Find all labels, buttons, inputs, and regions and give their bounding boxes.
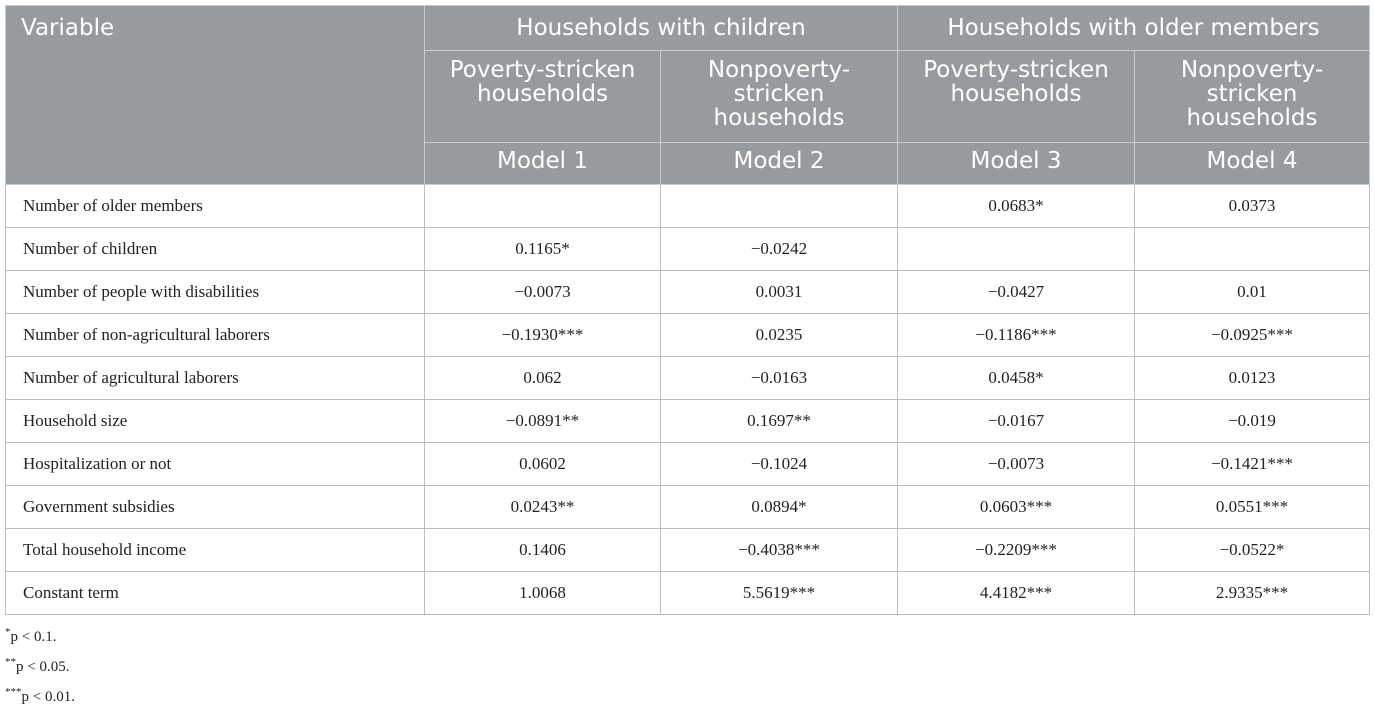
model-header-1: Model 1 xyxy=(425,143,661,185)
row-label: Total household income xyxy=(6,529,425,572)
cell-model-4: −0.019 xyxy=(1135,400,1370,443)
footnote-text: p < 0.1. xyxy=(10,629,57,645)
table-row xyxy=(6,228,1370,271)
regression-table xyxy=(5,5,1370,615)
row-label: Number of older members xyxy=(6,185,425,228)
cell-model-1: 1.0068 xyxy=(425,572,661,615)
variable-header: Variable xyxy=(6,6,425,185)
row-label: Number of people with disabilities xyxy=(6,271,425,314)
footnote-stars: *** xyxy=(5,686,22,698)
row-label: Government subsidies xyxy=(6,486,425,529)
cell-model-3: 0.0683* xyxy=(898,185,1135,228)
table-row xyxy=(6,314,1370,357)
footnote-stars: ** xyxy=(5,656,16,668)
footnote xyxy=(5,680,75,710)
cell-model-1: 0.062 xyxy=(425,357,661,400)
subgroup-header-3: Poverty-stricken households xyxy=(898,51,1135,143)
cell-model-3: 0.0603*** xyxy=(898,486,1135,529)
cell-model-4: 2.9335*** xyxy=(1135,572,1370,615)
table-row xyxy=(6,357,1370,400)
cell-model-2: 0.0235 xyxy=(661,314,898,357)
cell-model-3: −0.1186*** xyxy=(898,314,1135,357)
row-label: Constant term xyxy=(6,572,425,615)
group-header-older-members: Households with older members xyxy=(898,6,1370,51)
cell-model-3: −0.0073 xyxy=(898,443,1135,486)
footnote xyxy=(5,650,75,680)
table-row xyxy=(6,529,1370,572)
footnote-text: p < 0.05. xyxy=(16,659,70,675)
cell-model-2: −0.1024 xyxy=(661,443,898,486)
cell-model-4: 0.01 xyxy=(1135,271,1370,314)
cell-model-1: 0.0243** xyxy=(425,486,661,529)
row-label: Number of children xyxy=(6,228,425,271)
cell-model-3: −0.0427 xyxy=(898,271,1135,314)
cell-model-2: 5.5619*** xyxy=(661,572,898,615)
cell-model-3 xyxy=(898,228,1135,271)
cell-model-3: 0.0458* xyxy=(898,357,1135,400)
cell-model-3: 4.4182*** xyxy=(898,572,1135,615)
table-row xyxy=(6,572,1370,615)
footnote-text: p < 0.01. xyxy=(21,689,75,705)
subgroup-header-1: Poverty-stricken households xyxy=(425,51,661,143)
cell-model-4: −0.1421*** xyxy=(1135,443,1370,486)
cell-model-1: 0.1406 xyxy=(425,529,661,572)
footnote xyxy=(5,620,75,650)
table-footnotes xyxy=(5,620,75,710)
table-body xyxy=(6,185,1370,615)
row-label: Household size xyxy=(6,400,425,443)
subgroup-header-2: Nonpoverty-stricken households xyxy=(661,51,898,143)
cell-model-2 xyxy=(661,185,898,228)
table-row xyxy=(6,400,1370,443)
cell-model-4: 0.0373 xyxy=(1135,185,1370,228)
footnote-stars: * xyxy=(5,626,11,638)
cell-model-4: −0.0925*** xyxy=(1135,314,1370,357)
header-row-groups xyxy=(6,6,1370,51)
cell-model-4 xyxy=(1135,228,1370,271)
cell-model-2: 0.1697** xyxy=(661,400,898,443)
table-row xyxy=(6,271,1370,314)
row-label: Hospitalization or not xyxy=(6,443,425,486)
row-label: Number of agricultural laborers xyxy=(6,357,425,400)
subgroup-header-4: Nonpoverty-stricken households xyxy=(1135,51,1370,143)
cell-model-1: −0.0073 xyxy=(425,271,661,314)
row-label: Number of non-agricultural laborers xyxy=(6,314,425,357)
cell-model-3: −0.0167 xyxy=(898,400,1135,443)
cell-model-3: −0.2209*** xyxy=(898,529,1135,572)
group-header-children: Households with children xyxy=(425,6,898,51)
cell-model-4: 0.0123 xyxy=(1135,357,1370,400)
model-header-3: Model 3 xyxy=(898,143,1135,185)
cell-model-4: 0.0551*** xyxy=(1135,486,1370,529)
cell-model-1: −0.1930*** xyxy=(425,314,661,357)
model-header-4: Model 4 xyxy=(1135,143,1370,185)
cell-model-2: −0.4038*** xyxy=(661,529,898,572)
model-header-2: Model 2 xyxy=(661,143,898,185)
cell-model-1: 0.1165* xyxy=(425,228,661,271)
cell-model-2: 0.0894* xyxy=(661,486,898,529)
table-header xyxy=(6,6,1370,185)
cell-model-2: −0.0242 xyxy=(661,228,898,271)
table-row xyxy=(6,443,1370,486)
regression-table-container xyxy=(5,5,1369,615)
cell-model-1: 0.0602 xyxy=(425,443,661,486)
table-row xyxy=(6,486,1370,529)
table-row xyxy=(6,185,1370,228)
cell-model-1 xyxy=(425,185,661,228)
cell-model-4: −0.0522* xyxy=(1135,529,1370,572)
cell-model-1: −0.0891** xyxy=(425,400,661,443)
cell-model-2: −0.0163 xyxy=(661,357,898,400)
cell-model-2: 0.0031 xyxy=(661,271,898,314)
